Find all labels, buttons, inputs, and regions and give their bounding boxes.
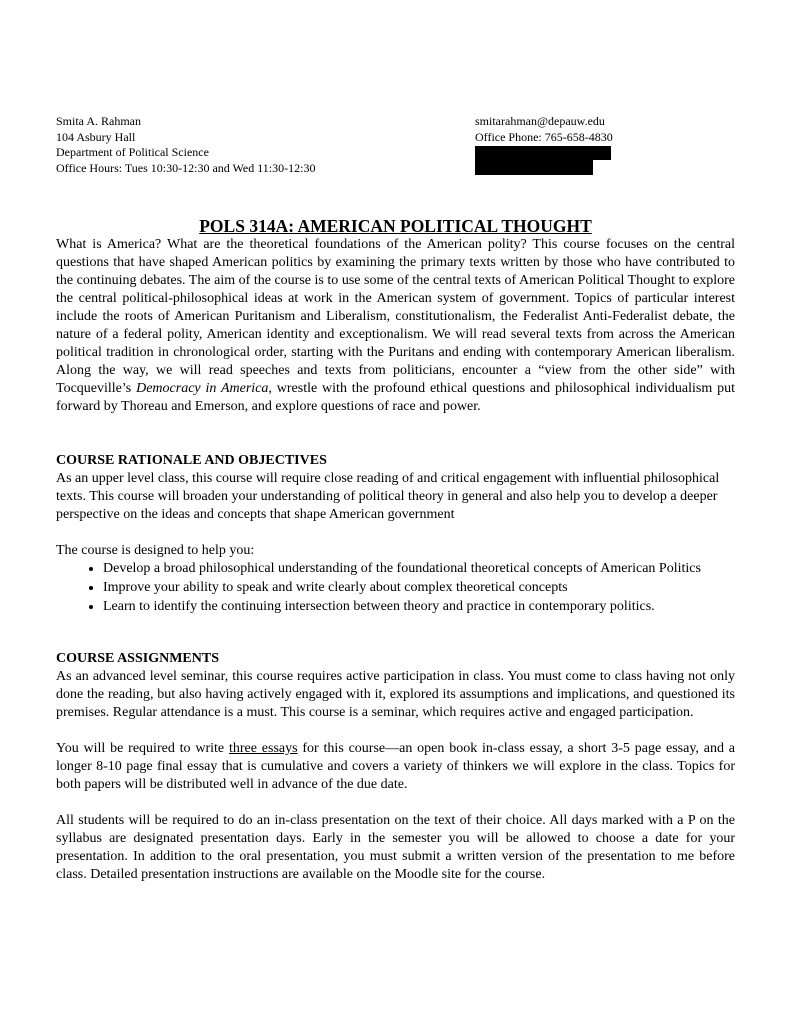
description-text: What is America? What are the theoretical foundations of the American polity? This course focuses on the central questions that have shaped American politics by examining the primary texts written by those who have contributed to the continuing debates. The aim of the course is to use some of the central texts of American Political Thought to explore the central political-philosophical ideas at work in the American system of government. Topics of particular interest include the roots of American Puritanism and Liberalism, constitutionalism, the Federalist Anti-Federalist debate, the nature of a federal polity, American identity and exceptionalism. We will read several texts from across the American political tradition in chronological order, starting with the Puritans and ending with contemporary American liberalism. Along the way, we will read speeches and texts from politicians, encounter a “view from the other side” with Tocqueville’s — [56, 237, 735, 396]
department: Department of Political Science — [56, 145, 209, 159]
assignments-section — [56, 650, 735, 884]
contact-info — [475, 114, 613, 175]
objectives-list — [56, 560, 735, 616]
underlined-text: three essays — [228, 741, 298, 756]
list-item: • Learn to identify the continuing intersection between theory and practice in contemporary politics. — [103, 598, 735, 616]
assignments-paragraph: As an advanced level seminar, this course requires active participation in class. You must come to class having not only done the reading, but also having actively engaged with it, explored its assumptions and implications, and questioned its premises. Regular attendance is a must. This course is a seminar, which requires active and engaged participation. — [56, 669, 735, 720]
list-item: • Improve your ability to speak and write clearly about complex theoretical concepts — [103, 579, 735, 597]
rationale-section — [56, 452, 735, 617]
section-heading: COURSE RATIONALE AND OBJECTIVES — [56, 453, 327, 468]
assignments-paragraph — [56, 740, 735, 794]
office-location: 104 Asbury Hall — [56, 129, 136, 144]
instructor-info — [56, 114, 315, 176]
course-title: POLS 314A: AMERICAN POLITICAL THOUGHT — [199, 216, 592, 236]
section-heading: COURSE ASSIGNMENTS — [56, 651, 219, 666]
office-phone: Office Phone: 765-658-4830 — [475, 129, 613, 144]
book-title: Democracy in America — [136, 381, 269, 396]
redaction-box — [475, 146, 611, 160]
list-item: • Develop a broad philosophical understanding of the foundational theoretical concepts of American Politics — [103, 560, 735, 578]
rationale-text: As an upper level class, this course will require close reading of and critical engagement with influential philosophical texts. This course will broaden your understanding of political theory in general and also help you to develop a deeper perspective on the ideas and concepts that shape American government — [56, 471, 720, 522]
text-run: for this course—an open book in-class essay, a short 3-5 page essay, and a longer 8-10 page final essay that is cumulative and covers a variety of thinkers we will explore in the class. Topics for both papers will be distributed well in advance of the due date. — [56, 741, 735, 792]
course-description — [56, 236, 735, 416]
instructor-name: Smita A. Rahman — [56, 114, 141, 128]
objectives-lead: The course is designed to help you: — [56, 543, 255, 558]
office-hours: Office Hours: Tues 10:30-12:30 and Wed 11:30-12:30 — [56, 160, 316, 175]
assignments-paragraph: All students will be required to do an in-class presentation on the text of their choice. All days marked with a P on the syllabus are designated presentation days. Early in the semester you will be allowed to choose a date for your presentation. In addition to the oral presentation, you must submit a written version of the presentation to me before class. Detailed presentation instructions are available on the Moodle site for the course. — [56, 813, 735, 882]
redaction-box — [475, 160, 593, 175]
description-text: , wrestle with the profound ethical questions and philosophical individualism put forward by Thoreau and Emerson, and explore questions of race and power. — [56, 381, 735, 414]
email: smitarahman@depauw.edu — [475, 114, 605, 128]
text-run: You will be required to write — [56, 741, 229, 756]
